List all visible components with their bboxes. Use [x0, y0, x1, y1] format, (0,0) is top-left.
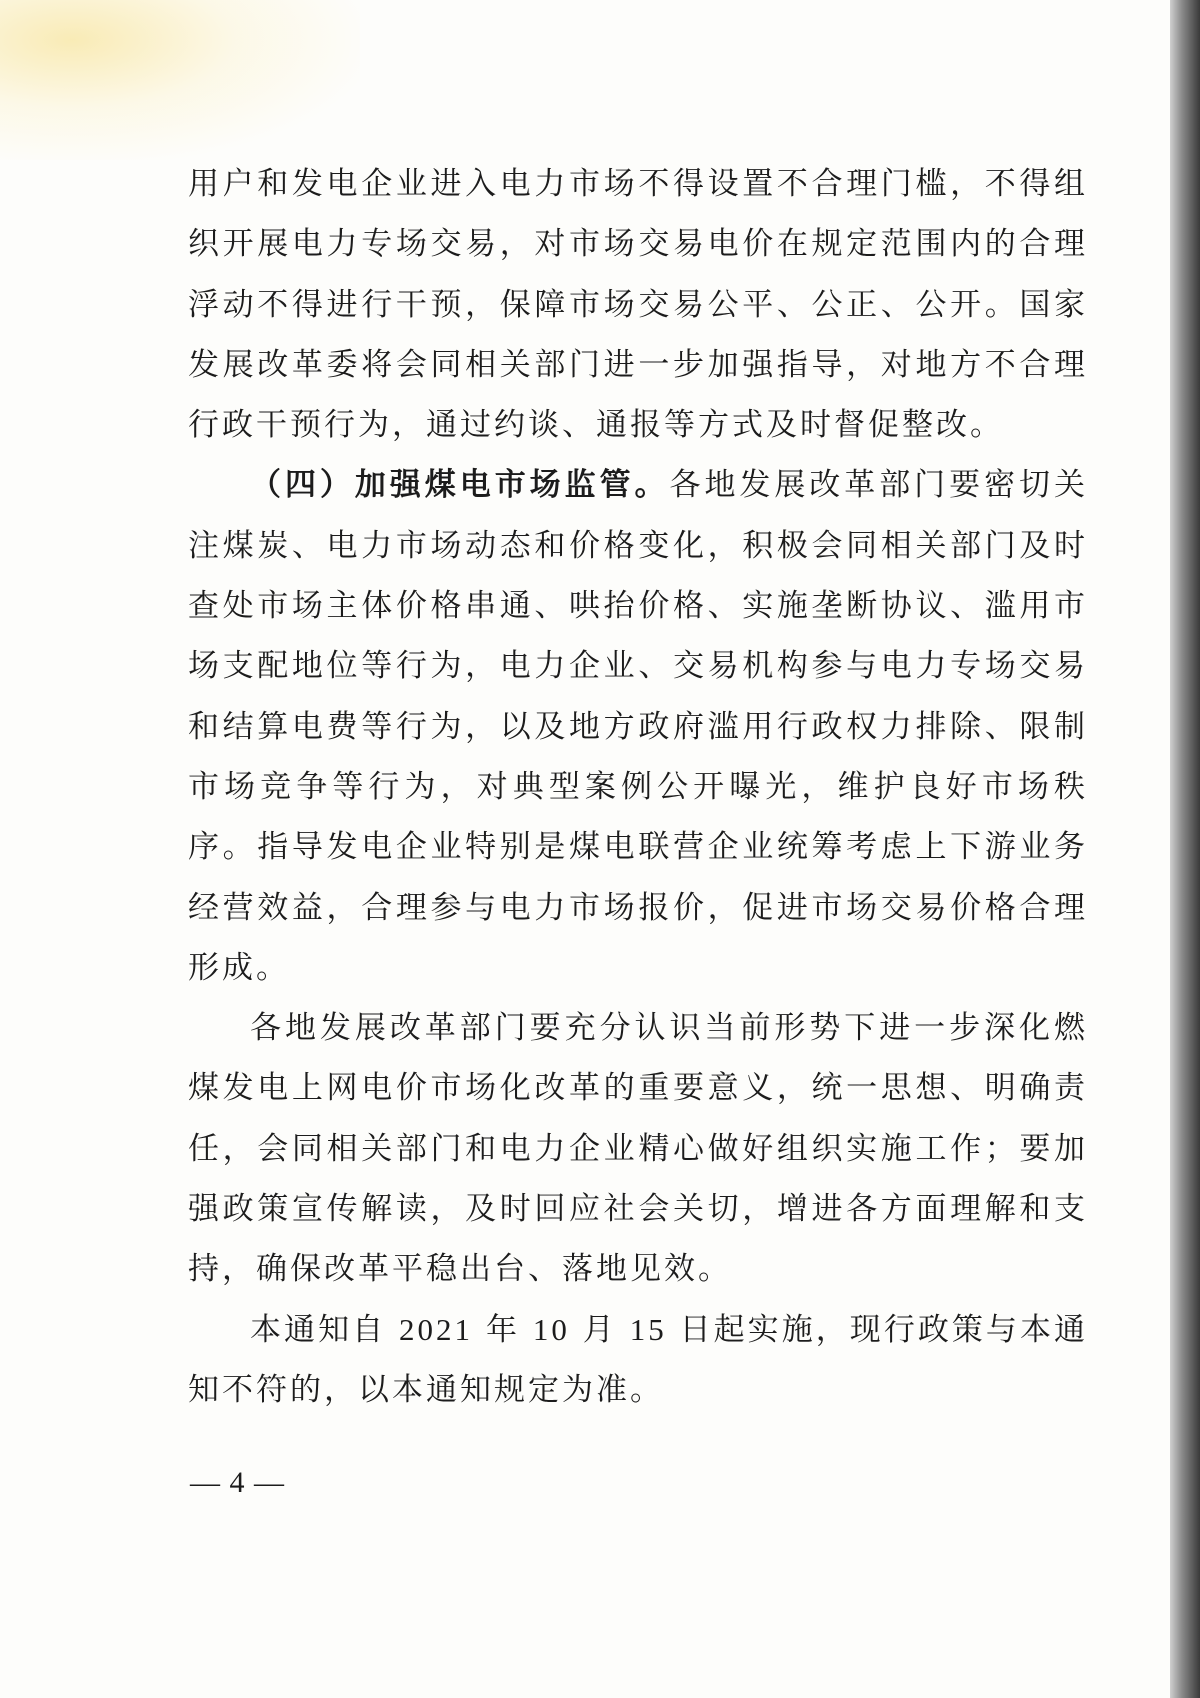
section-four-paragraph — [188, 455, 1088, 998]
effective-day: 15 — [629, 1311, 667, 1347]
effective-year-unit: 年 — [473, 1311, 533, 1348]
paper-discoloration — [0, 0, 360, 160]
scan-edge-shadow — [1170, 0, 1200, 1698]
continuation-paragraph: 用户和发电企业进入电力市场不得设置不合理门槛，不得组织开展电力专场交易，对市场交易电价在规定范围内的合理浮动不得进行干预，保障市场交易公平、公正、公开。国家发展改革委将会同相关部门进一步加强指导，对地方不合理行政干预行为，通过约谈、通报等方式及时督促整改。 — [188, 166, 1088, 444]
section-four-heading: （四）加强煤电市场监管。 — [250, 467, 670, 504]
effective-date-suffix: 日起实施，现行政策与本通知不符的，以本通知规定为准。 — [188, 1311, 1088, 1408]
effective-year: 2021 — [399, 1311, 474, 1347]
effective-date-prefix: 本通知自 — [250, 1311, 400, 1348]
effective-month-unit: 月 — [569, 1311, 630, 1348]
section-four-body: 各地发展改革部门要密切关注煤炭、电力市场动态和价格变化，积极会同相关部门及时查处市场主体价格串通、哄抬价格、实施垄断协议、滥用市场支配地位等行为，电力企业、交易机构参与电力专场交易和结算电费等行为，以及地方政府滥用行政权力排除、限制市场竞争等行为，对典型案例公开曝光，维护良好市场秩序。指导发电企业特别是煤电联营企业统筹考虑上下游业务经营效益，合理参与电力市场报价，促进市场交易价格合理形成。 — [188, 467, 1089, 986]
effective-month: 10 — [532, 1311, 570, 1347]
implementation-paragraph: 各地发展改革部门要充分认识当前形势下进一步深化燃煤发电上网电价市场化改革的重要意义，统一思想、明确责任，会同相关部门和电力企业精心做好组织实施工作；要加强政策宣传解读，及时回应社会关切，增进各方面理解和支持，确保改革平稳出台、落地见效。 — [188, 1010, 1088, 1288]
document-body — [188, 154, 1088, 1420]
page-number: — 4 — — [190, 1466, 285, 1499]
effective-date-paragraph — [188, 1300, 1088, 1421]
